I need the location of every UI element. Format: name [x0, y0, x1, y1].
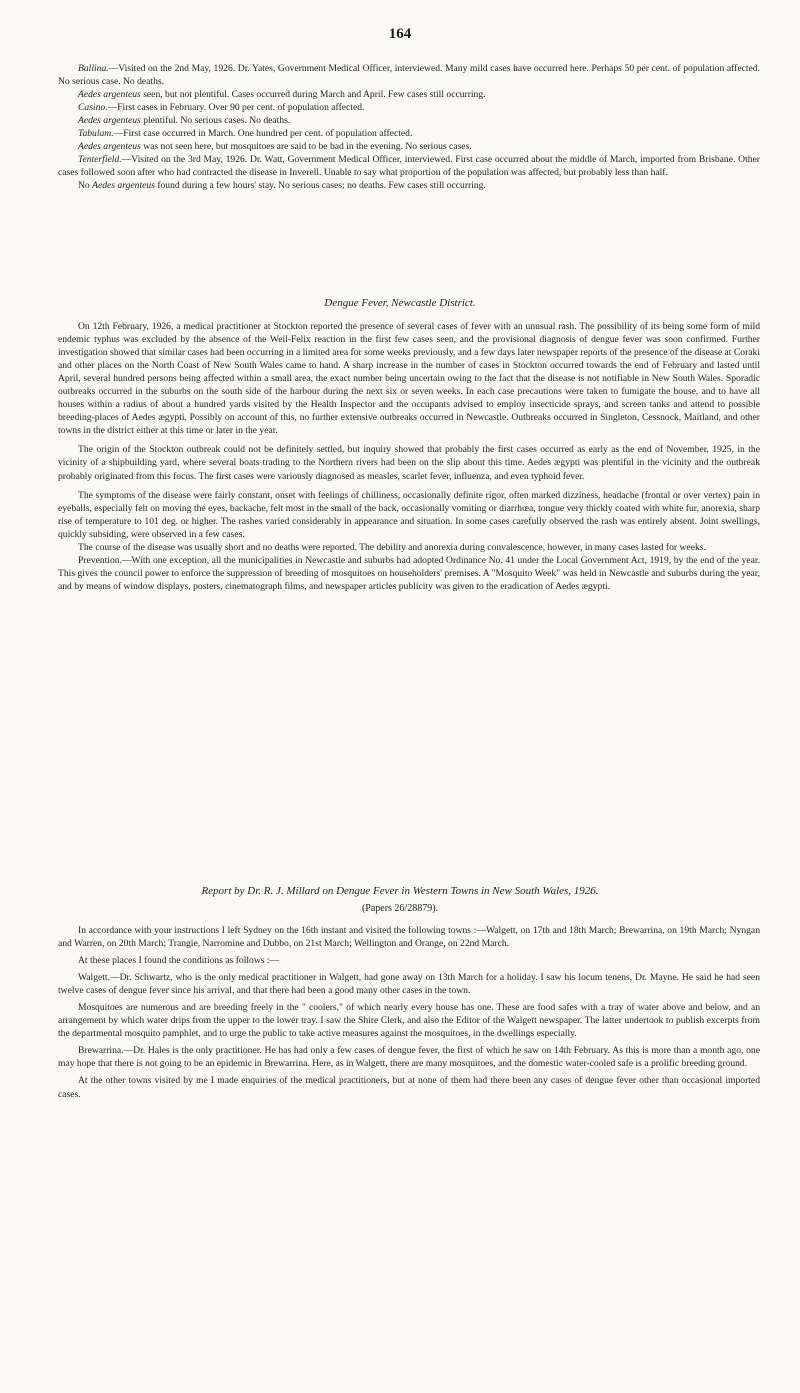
paragraph-newcastle-course: The course of the disease was usually short and no deaths were reported. The debility and anorexia during convalescence, however, in many cases lasted for weeks.: [78, 541, 706, 553]
paragraph-ballina: Ballina.—Visited on the 2nd May, 1926. Dr. Yates, Government Medical Officer, interviewed. Many mild cases have occurred here. Perhaps 50 per cent. of population affected. No serious case. No deaths.: [58, 63, 760, 88]
paragraph-newcastle-origin: The origin of the Stockton outbreak could not be definitely settled, but inquiry showed that probably the first cases occurred as early as the end of November, 1925, in the vicinity of a shipbuilding yard, where several boats trading to the Northern rivers had been on the slip about this time. Aedes ægypti was plentiful in the vicinity and the outbreak probably originated from this focus. The first cases were variously diagnosed as measles, scarlet fever, influenza, and even typhoid fever.: [58, 444, 760, 482]
page-number: 164: [388, 26, 412, 42]
northern-towns-section: [58, 62, 760, 192]
western-report-section: [58, 924, 760, 1101]
paragraph-newcastle-prevention: Prevention.—With one exception, all the municipalities in Newcastle and suburbs had adopted Ordinance No. 41 under the Local Government Act, 1919, by the end of the year. This gives the council power to enforce the suppression of breeding of mosquitoes on householders' premises. A "Mosquito Week" was held in Newcastle and suburbs during the year, and by means of window displays, posters, cinematograph films, and newspaper articles publicity was given to the eradication of Aedes ægypti.: [58, 554, 760, 592]
paragraph-mosquitoes: Mosquitoes are numerous and are breeding freely in the " coolers," of which nearly every house has one. These are food safes with a tray of water above and below, and an arrangement by which water drips from the upper to the lower tray. I saw the Shire Clerk, and also the Editor of the Walgett newspaper. The latter undertook to publish excerpts from the departmental mosquito pamphlet, and to urge the public to take active measures against the mosquitoes, in the dwellings especially.: [58, 1002, 760, 1040]
paragraph-tenterfield: Tenterfield.—Visited on the 3rd May, 1926. Dr. Watt, Government Medical Officer, interviewed. First case occurred about the middle of March, imported from Brisbane. Other cases followed soon after who had contracted the disease in Inverell. Unable to say what proportion of the population was affected, but probably less than half.: [58, 154, 760, 179]
newcastle-section-title: Dengue Fever, Newcastle District.: [324, 297, 476, 309]
paragraph-casino-aedes: Aedes argenteus plentiful. No serious cases. No deaths.: [78, 115, 291, 127]
paragraph-newcastle-symptoms: The symptoms of the disease were fairly constant, onset with feelings of chilliness, occasionally definite rigor, often marked dizziness, headache (frontal or over vertex) pain in eyeballs, especially felt on moving the eyes, backache, felt most in the small of the back, occasionally vomiting or diarrhœa, tongue very thickly coated with white fur, anorexia, sharp rise of temperature to 101 deg. or higher. The rashes varied considerably in appearance and situation. In some cases carefully observed the rash was entirely absent. Joint swellings, quickly subsiding, were observed in a few cases.: [58, 489, 760, 540]
papers-reference: (Papers 26/28879).: [361, 903, 439, 914]
paragraph-tabulam-aedes: Aedes argenteus was not seen here, but mosquitoes are said to be bad in the evening. No serious cases.: [78, 141, 472, 153]
western-report-title: Report by Dr. R. J. Millard on Dengue Fever in Western Towns in New South Wales, 1926.: [201, 885, 599, 897]
paragraph-conditions: At these places I found the conditions as follows :—: [78, 955, 280, 967]
paragraph-itinerary: In accordance with your instructions I left Sydney on the 16th instant and visited the following towns :—Walgett, on 17th and 18th March; Brewarrina, on 19th March; Nyngan and Warren, on 20th March; Trangie, Narromine and Dubbo, on 21st March; Wellington and Orange, on 22nd March.: [58, 925, 760, 950]
newcastle-section: [58, 320, 760, 593]
paragraph-other-towns: At the other towns visited by me I made enquiries of the medical practitioners, but at none of them had there been any cases of dengue fever other than occasional imported cases.: [58, 1075, 760, 1100]
paragraph-tenterfield-aedes: No Aedes argenteus found during a few hours' stay. No serious cases; no deaths. Few cases still occurring.: [78, 180, 486, 192]
paragraph-ballina-aedes: Aedes argenteus seen, but not plentiful. Cases occurred during March and April. Few cases still occurring.: [78, 89, 486, 101]
paragraph-newcastle-intro: On 12th February, 1926, a medical practitioner at Stockton reported the presence of several cases of fever with an unusual rash. The possibility of its being some form of mild endemic typhus was excluded by the absence of the Weil-Felix reaction in the first few cases seen, and the provisional diagnosis of dengue fever was soon confirmed. Further investigation showed that similar cases had been occurring in a limited area for some weeks previously, and a few days later newspaper reports of the presence of the disease at Coraki and other places on the North Coast of New South Wales came to hand. A sharp increase in the number of cases in Stockton occurred towards the end of February and lasted until April, several hundred persons being affected within a small area, the exact number being uncertain owing to the fact that the disease is not notifiable in New South Wales. Sporadic outbreaks occurred in the suburbs on the south side of the harbour during the next six or seven weeks. In each case precautions were taken to fumigate the house, and to have all houses within a radius of about a hundred yards visited by the Health Inspector and the occupants advised to employ insecticide sprays, and screen tanks and attend to possible breeding-places of Aedes ægypti. Possibly on account of this, no further extensive outbreaks occurred in Newcastle. Outbreaks occurred in Singleton, Cessnock, Maitland, and other towns in the district either at this time or later in the year.: [58, 321, 760, 437]
paragraph-casino: Casino.—First cases in February. Over 90 per cent. of population affected.: [78, 102, 365, 114]
paragraph-walgett: Walgett.—Dr. Schwartz, who is the only medical practitioner in Walgett, had gone away on 13th March for a holiday. I saw his locum tenens, Dr. Mayne. He said he had seen twelve cases of dengue fever since his arrival, and that there had been a good many other cases in the town.: [58, 972, 760, 997]
paragraph-brewarrina: Brewarrina.—Dr. Hales is the only practitioner. He has had only a few cases of dengue fever, the first of which he saw on 14th February. As this is more than a month ago, one may hope that there is not going to be an epidemic in Brewarrina. Here, as in Walgett, there are many mosquitoes, and the domestic water-cooled safe is a prolific breeding ground.: [58, 1045, 760, 1070]
paragraph-tabulam: Tabulam.—First case occurred in March. One hundred per cent. of population affected.: [78, 128, 413, 140]
